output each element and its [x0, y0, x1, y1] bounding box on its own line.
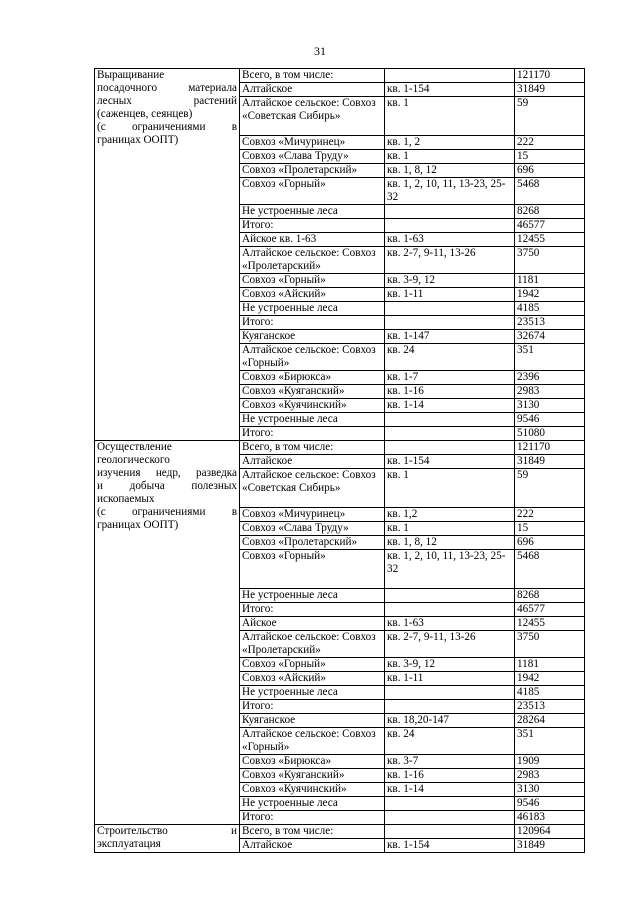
forestry-name-cell: Совхоз «Мичуринец»	[240, 136, 385, 150]
quarters-cell: кв. 1-14	[385, 783, 515, 797]
forestry-name-cell: Алтайское сельское: Совхоз «Горный»	[240, 728, 385, 755]
area-cell: 12455	[515, 617, 585, 631]
quarters-cell: кв. 1,2	[385, 508, 515, 522]
area-cell: 15	[515, 522, 585, 536]
activity-line: ископаемых	[97, 493, 155, 505]
area-cell: 59	[515, 97, 585, 136]
quarters-cell	[385, 603, 515, 617]
forestry-name-cell: Совхоз «Бирюкса»	[240, 755, 385, 769]
quarters-cell: кв. 2-7, 9-11, 13-26	[385, 247, 515, 274]
forestry-name-cell: Не устроенные леса	[240, 797, 385, 811]
area-cell: 1181	[515, 274, 585, 288]
forestry-name-cell: Итого:	[240, 316, 385, 330]
forest-area-table	[94, 68, 585, 853]
page-number: 31	[314, 44, 326, 58]
activity-cell	[95, 825, 240, 853]
area-cell: 23513	[515, 316, 585, 330]
area-cell: 9546	[515, 413, 585, 427]
forestry-name-cell: Всего, в том числе:	[240, 441, 385, 455]
area-cell: 351	[515, 344, 585, 371]
area-cell: 121170	[515, 69, 585, 83]
quarters-cell: кв. 24	[385, 344, 515, 371]
area-cell: 3750	[515, 247, 585, 274]
quarters-cell	[385, 811, 515, 825]
forestry-name-cell: Совхоз «Мичуринец»	[240, 508, 385, 522]
forestry-name-cell: Совхоз «Куяганский»	[240, 769, 385, 783]
forestry-name-cell: Совхоз «Бирюкса»	[240, 371, 385, 385]
forestry-name-cell: Совхоз «Пролетарский»	[240, 536, 385, 550]
quarters-cell: кв. 1, 2, 10, 11, 13-23, 25-32	[385, 550, 515, 589]
forestry-name-cell: Алтайское сельское: Совхоз «Горный»	[240, 344, 385, 371]
forestry-name-cell: Совхоз «Пролетарский»	[240, 164, 385, 178]
forestry-name-cell: Всего, в том числе:	[240, 69, 385, 83]
table-row	[95, 825, 585, 839]
quarters-cell: кв. 1, 8, 12	[385, 536, 515, 550]
forestry-name-cell: Не устроенные леса	[240, 302, 385, 316]
quarters-cell: кв. 1, 8, 12	[385, 164, 515, 178]
area-cell: 31849	[515, 455, 585, 469]
forestry-name-cell: Не устроенные леса	[240, 413, 385, 427]
quarters-cell: кв. 1-14	[385, 399, 515, 413]
forestry-name-cell: Алтайское сельское: Совхоз «Пролетарский»	[240, 631, 385, 658]
quarters-cell	[385, 825, 515, 839]
quarters-cell: кв. 3-9, 12	[385, 658, 515, 672]
forestry-name-cell: Совхоз «Слава Труду»	[240, 522, 385, 536]
forestry-name-cell: Совхоз «Горный»	[240, 658, 385, 672]
area-cell: 2983	[515, 769, 585, 783]
area-cell: 8268	[515, 205, 585, 219]
forestry-name-cell: Совхоз «Горный»	[240, 274, 385, 288]
forestry-name-cell: Итого:	[240, 700, 385, 714]
area-cell: 120964	[515, 825, 585, 839]
area-cell: 12455	[515, 233, 585, 247]
forestry-name-cell: Не устроенные леса	[240, 589, 385, 603]
quarters-cell: кв. 1	[385, 469, 515, 508]
quarters-cell	[385, 219, 515, 233]
quarters-cell	[385, 413, 515, 427]
forestry-name-cell: Совхоз «Куячинский»	[240, 399, 385, 413]
activity-cell	[95, 69, 240, 441]
area-cell: 3130	[515, 783, 585, 797]
table-body	[95, 69, 585, 853]
activity-line: (с ограничениями в	[97, 506, 237, 518]
area-cell: 9546	[515, 797, 585, 811]
forestry-name-cell: Совхоз «Горный»	[240, 178, 385, 205]
forestry-name-cell: Итого:	[240, 811, 385, 825]
quarters-cell: кв. 1-11	[385, 288, 515, 302]
quarters-cell: кв. 2-7, 9-11, 13-26	[385, 631, 515, 658]
activity-line: (саженцев, сеянцев)	[97, 108, 193, 120]
area-cell: 3130	[515, 399, 585, 413]
area-cell: 46577	[515, 219, 585, 233]
activity-line: Выращивание	[97, 69, 165, 81]
quarters-cell: кв. 3-7	[385, 755, 515, 769]
table-row	[95, 69, 585, 83]
area-cell: 1181	[515, 658, 585, 672]
quarters-cell: кв. 1-154	[385, 839, 515, 853]
area-cell: 46183	[515, 811, 585, 825]
activity-line: эксплуатация	[97, 838, 161, 850]
area-cell: 31849	[515, 839, 585, 853]
area-cell: 15	[515, 150, 585, 164]
activity-line: и добыча полезных	[97, 480, 237, 492]
area-cell: 28264	[515, 714, 585, 728]
area-cell: 5468	[515, 178, 585, 205]
forestry-name-cell: Совхоз «Слава Труду»	[240, 150, 385, 164]
quarters-cell	[385, 205, 515, 219]
quarters-cell: кв. 1	[385, 97, 515, 136]
area-cell: 4185	[515, 302, 585, 316]
quarters-cell: кв. 1-63	[385, 233, 515, 247]
area-cell: 222	[515, 508, 585, 522]
quarters-cell	[385, 302, 515, 316]
activity-line: (с ограничениями в	[97, 121, 237, 133]
quarters-cell: кв. 1-16	[385, 769, 515, 783]
forestry-name-cell: Куяганское	[240, 714, 385, 728]
activity-line: Осуществление	[97, 441, 172, 453]
forestry-name-cell: Алтайское	[240, 839, 385, 853]
area-cell: 59	[515, 469, 585, 508]
quarters-cell: кв. 1	[385, 150, 515, 164]
area-cell: 3750	[515, 631, 585, 658]
forestry-name-cell: Алтайское	[240, 83, 385, 97]
table-row	[95, 441, 585, 455]
area-cell: 1942	[515, 288, 585, 302]
forestry-name-cell: Итого:	[240, 427, 385, 441]
forestry-name-cell: Куяганское	[240, 330, 385, 344]
quarters-cell: кв. 1, 2	[385, 136, 515, 150]
activity-cell	[95, 441, 240, 825]
quarters-cell	[385, 316, 515, 330]
area-cell: 4185	[515, 686, 585, 700]
quarters-cell: кв. 24	[385, 728, 515, 755]
area-cell: 121170	[515, 441, 585, 455]
quarters-cell	[385, 686, 515, 700]
area-cell: 2396	[515, 371, 585, 385]
forestry-name-cell: Совхоз «Айский»	[240, 672, 385, 686]
area-cell: 31849	[515, 83, 585, 97]
forestry-name-cell: Совхоз «Горный»	[240, 550, 385, 589]
activity-line: Строительство и	[97, 825, 237, 837]
forestry-name-cell: Алтайское сельское: Совхоз «Советская Сибирь»	[240, 469, 385, 508]
forestry-name-cell: Айское кв. 1-63	[240, 233, 385, 247]
forestry-name-cell: Айское	[240, 617, 385, 631]
area-cell: 351	[515, 728, 585, 755]
quarters-cell	[385, 589, 515, 603]
forestry-name-cell: Совхоз «Куяганский»	[240, 385, 385, 399]
quarters-cell	[385, 797, 515, 811]
activity-line: лесных растений	[97, 95, 237, 107]
quarters-cell	[385, 441, 515, 455]
quarters-cell: кв. 3-9, 12	[385, 274, 515, 288]
forestry-name-cell: Итого:	[240, 219, 385, 233]
area-cell: 1942	[515, 672, 585, 686]
quarters-cell	[385, 69, 515, 83]
activity-line: изучения недр, разведка	[97, 467, 237, 479]
quarters-cell	[385, 700, 515, 714]
area-cell: 696	[515, 536, 585, 550]
area-cell: 46577	[515, 603, 585, 617]
forestry-name-cell: Всего, в том числе:	[240, 825, 385, 839]
area-cell: 8268	[515, 589, 585, 603]
area-cell: 2983	[515, 385, 585, 399]
quarters-cell: кв. 18,20-147	[385, 714, 515, 728]
quarters-cell	[385, 427, 515, 441]
area-cell: 32674	[515, 330, 585, 344]
quarters-cell: кв. 1-154	[385, 83, 515, 97]
quarters-cell: кв. 1-16	[385, 385, 515, 399]
area-cell: 23513	[515, 700, 585, 714]
forestry-name-cell: Не устроенные леса	[240, 686, 385, 700]
quarters-cell: кв. 1-63	[385, 617, 515, 631]
forestry-name-cell: Не устроенные леса	[240, 205, 385, 219]
forestry-name-cell: Итого:	[240, 603, 385, 617]
area-cell: 51080	[515, 427, 585, 441]
quarters-cell: кв. 1-11	[385, 672, 515, 686]
activity-line: геологического	[97, 454, 170, 466]
quarters-cell: кв. 1, 2, 10, 11, 13-23, 25-32	[385, 178, 515, 205]
area-cell: 222	[515, 136, 585, 150]
forestry-name-cell: Алтайское	[240, 455, 385, 469]
forestry-name-cell: Алтайское сельское: Совхоз «Советская Сибирь»	[240, 97, 385, 136]
activity-line: посадочного материала	[97, 82, 237, 94]
quarters-cell: кв. 1-7	[385, 371, 515, 385]
area-cell: 5468	[515, 550, 585, 589]
forestry-name-cell: Совхоз «Куячинский»	[240, 783, 385, 797]
forestry-name-cell: Алтайское сельское: Совхоз «Пролетарский»	[240, 247, 385, 274]
activity-line: границах ООПТ)	[97, 519, 179, 531]
quarters-cell: кв. 1-154	[385, 455, 515, 469]
quarters-cell: кв. 1	[385, 522, 515, 536]
forestry-name-cell: Совхоз «Айский»	[240, 288, 385, 302]
activity-line: границах ООПТ)	[97, 134, 179, 146]
area-cell: 696	[515, 164, 585, 178]
area-cell: 1909	[515, 755, 585, 769]
quarters-cell: кв. 1-147	[385, 330, 515, 344]
